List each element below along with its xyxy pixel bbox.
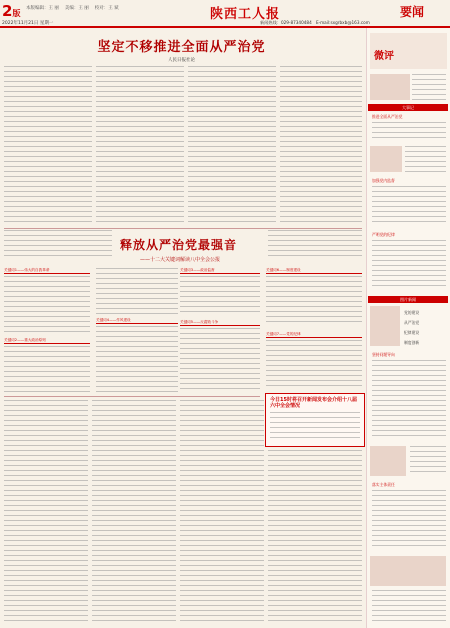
section-divider	[4, 228, 362, 229]
sidebar-item: 落实主体责任	[372, 482, 395, 487]
keyword-body	[266, 340, 362, 390]
contact-info: 新闻热线：029-87340484 E-mail:sxgrbxb@163.com	[260, 20, 370, 25]
sidebar-text	[372, 490, 446, 550]
sidebar-text	[412, 74, 446, 100]
keyword-heading: 关键词6——制度建设	[266, 268, 362, 274]
sidebar-text	[405, 146, 446, 172]
keyword-heading: 关键词7——党的纪律	[266, 332, 362, 338]
sidebar-note: 制度创新	[404, 340, 420, 345]
keyword-body	[96, 326, 178, 392]
page-number: 2版	[2, 2, 21, 20]
lower-article-col-1	[4, 400, 88, 624]
newspaper-logo: 陕西工人报	[210, 7, 281, 22]
sidebar-item: 推进全面从严治党	[372, 114, 403, 119]
lower-article-col-3	[180, 400, 264, 624]
sidebar-text	[372, 186, 446, 226]
sidebar-note: 纪律建设	[404, 330, 420, 335]
sidebar-image	[370, 74, 410, 100]
keyword-heading: 关键词5——反腐败斗争	[180, 320, 260, 326]
article-body-col-4	[280, 66, 362, 224]
sidebar-item: 严明党的纪律	[372, 232, 395, 237]
keyword-heading: 关键词2——重大政治原则	[4, 338, 90, 344]
sidebar-text	[410, 446, 446, 476]
sidebar-bar: 图片新闻	[368, 296, 448, 303]
press-conference-box	[265, 393, 365, 447]
issue-date: 2022年11月21日 星期一	[2, 21, 54, 26]
sidebar-image	[370, 306, 400, 346]
sidebar-image	[370, 146, 402, 172]
keyword-body	[266, 276, 362, 326]
keyword-body	[96, 268, 178, 314]
sidebar-banner	[370, 33, 447, 69]
page-number-label: 版	[12, 9, 21, 18]
article2-right-intro	[268, 230, 362, 260]
editor-meta: 本版编辑：王 丽 美编：王 丽 校对：王 斌	[26, 6, 119, 11]
article-body-col-3	[188, 66, 276, 224]
sidebar-text	[372, 360, 446, 440]
article2-headline: 释放从严治党最强音	[120, 238, 238, 252]
keyword-heading: 关键词3——政治监督	[180, 268, 260, 274]
keyword-body	[4, 276, 90, 332]
sidebar-banner-title: 微评	[374, 51, 394, 62]
keyword-heading: 关键词1——伟大的自我革命	[4, 268, 90, 274]
section-name: 要闻	[400, 5, 425, 19]
article-headline: 坚定不移推进全面从严治党	[97, 40, 266, 55]
sidebar-item: 坚持问题导向	[372, 352, 395, 357]
lower-article-col-4	[268, 450, 362, 624]
article2-intro	[4, 230, 112, 260]
sidebar-text	[372, 240, 446, 290]
sidebar-image	[370, 446, 406, 476]
keyword-body	[180, 276, 260, 316]
lower-article-col-2	[92, 400, 176, 624]
keyword-body	[180, 328, 260, 392]
page-header	[0, 0, 450, 26]
article-byline: 人民日报社论	[168, 58, 195, 63]
sidebar-image	[370, 556, 446, 586]
sidebar-bar: 大事记	[368, 104, 448, 111]
section-divider	[4, 396, 260, 397]
keyword-heading: 关键词4——作风建设	[96, 318, 178, 324]
press-conference-title: 今日15时将召开新闻发布会介绍十八届六中全会情况	[270, 397, 357, 409]
article2-subheadline: ——十二大关键词解读八中全会公报	[140, 257, 221, 263]
sidebar-text	[372, 590, 446, 624]
sidebar-text	[372, 122, 446, 142]
article-body-col-1	[4, 66, 92, 224]
sidebar-item: 加强党内监督	[372, 178, 395, 183]
sidebar-note: 从严治党	[404, 320, 420, 325]
press-conference-body	[270, 412, 360, 442]
article-body-col-2	[96, 66, 184, 224]
sidebar-note: 党的建设	[404, 310, 420, 315]
keyword-body	[4, 346, 90, 392]
